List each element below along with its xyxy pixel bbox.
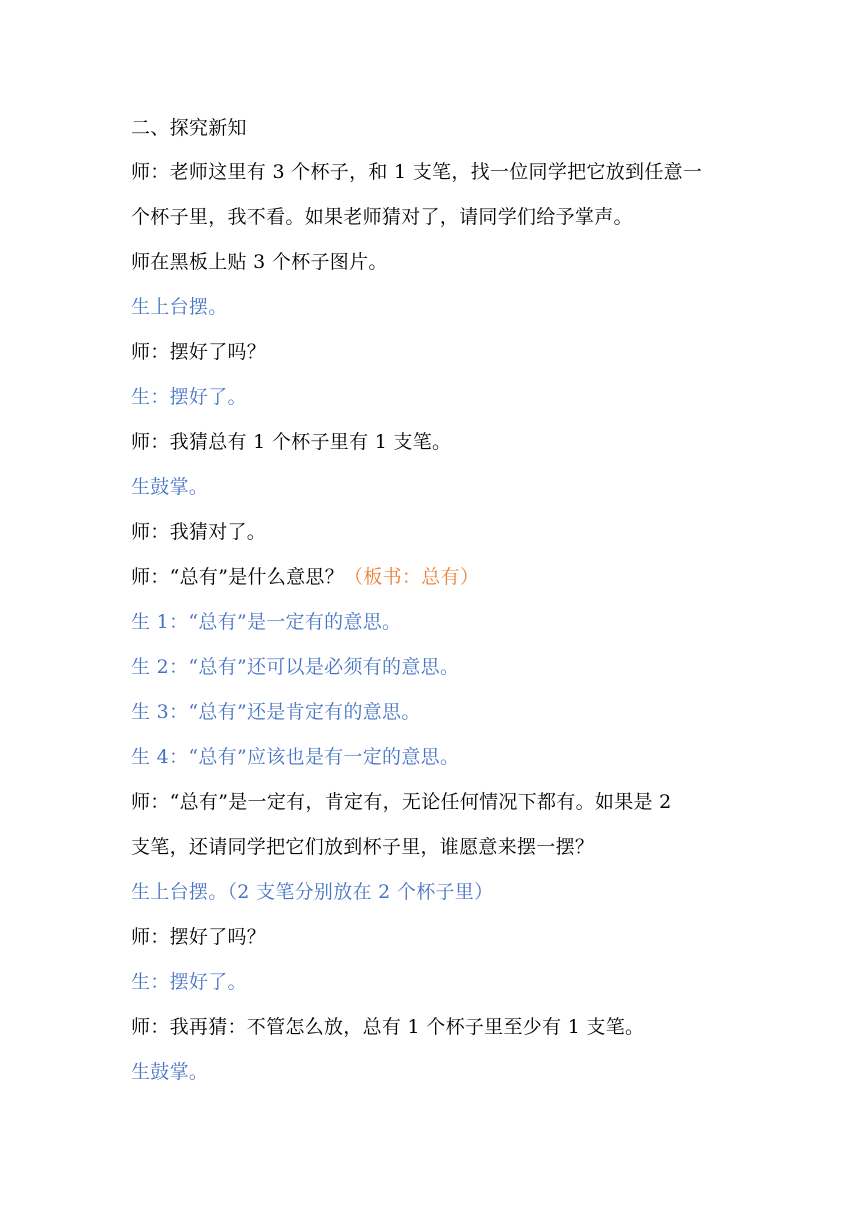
dialogue-line-13: 生 3：“总有”还是肯定有的意思。 — [131, 701, 421, 723]
dialogue-line-21: 生鼓掌。 — [131, 1061, 209, 1083]
dialogue-line-17: 生上台摆。（2 支笔分别放在 2 个杯子里） — [131, 881, 494, 903]
dialogue-line-6: 生：摆好了。 — [131, 386, 247, 408]
dialogue-line-12: 生 2：“总有”还可以是必须有的意思。 — [131, 656, 460, 678]
section-title: 二、探究新知 — [131, 117, 247, 139]
dialogue-line-3: 师在黑板上贴 3 个杯子图片。 — [131, 251, 388, 273]
dialogue-line-20: 师：我再猜：不管怎么放，总有 1 个杯子里至少有 1 支笔。 — [131, 1016, 645, 1038]
dialogue-line-2: 个杯子里，我不看。如果老师猜对了，请同学们给予掌声。 — [131, 206, 633, 228]
dialogue-line-4: 生上台摆。 — [131, 296, 228, 318]
dialogue-line-15: 师：“总有”是一定有，肯定有，无论任何情况下都有。如果是 2 — [131, 791, 672, 813]
board-note: （板书：总有） — [344, 566, 480, 588]
dialogue-line-19: 生：摆好了。 — [131, 971, 247, 993]
dialogue-text: 师：“总有”是什么意思？ — [131, 566, 345, 588]
dialogue-line-16: 支笔，还请同学把它们放到杯子里，谁愿意来摆一摆？ — [131, 836, 595, 858]
dialogue-line-1: 师：老师这里有 3 个杯子，和 1 支笔，找一位同学把它放到任意一 — [131, 161, 703, 183]
dialogue-line-18: 师：摆好了吗？ — [131, 926, 267, 948]
dialogue-line-5: 师：摆好了吗？ — [131, 341, 267, 363]
dialogue-line-9: 师：我猜对了。 — [131, 521, 267, 543]
dialogue-line-8: 生鼓掌。 — [131, 476, 209, 498]
dialogue-line-10 — [131, 566, 479, 588]
dialogue-line-7: 师：我猜总有 1 个杯子里有 1 支笔。 — [131, 431, 452, 453]
dialogue-line-11: 生 1：“总有”是一定有的意思。 — [131, 611, 402, 633]
dialogue-line-14: 生 4：“总有”应该也是有一定的意思。 — [131, 746, 460, 768]
